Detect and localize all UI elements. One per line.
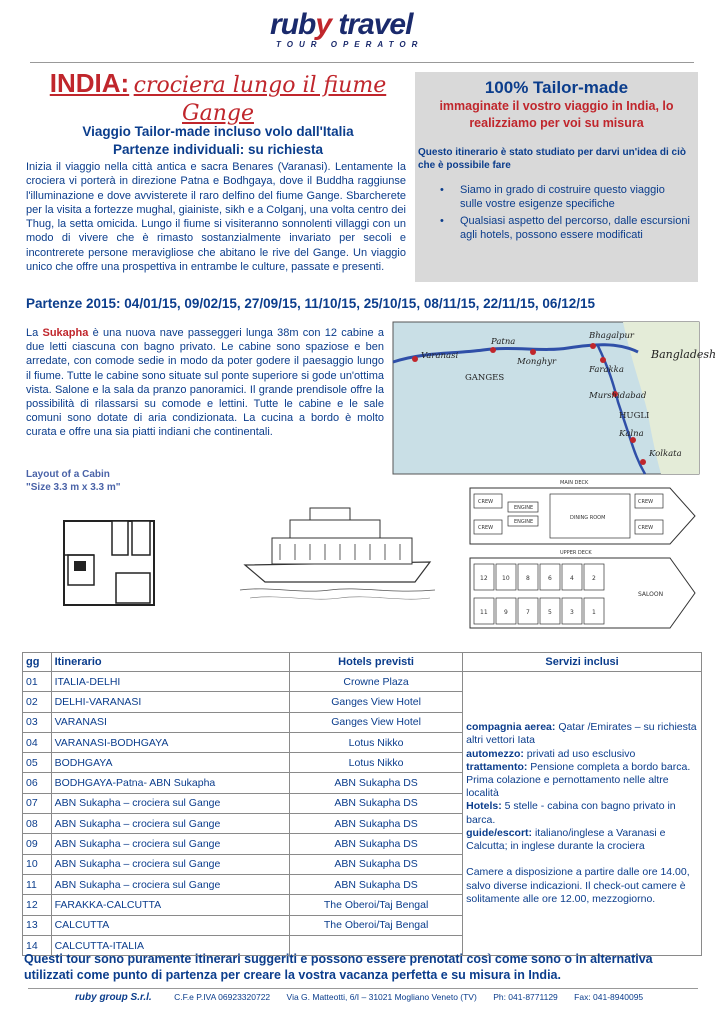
deck-cabin-number: 8 (526, 575, 530, 582)
deck-plan (460, 478, 700, 648)
ship-sketch (240, 490, 435, 615)
row-route: DELHI-VARANASI (51, 692, 289, 712)
row-route: BODHGAYA (51, 753, 289, 773)
row-hotel: ABN Sukapha DS (290, 793, 463, 813)
subtitle-departures: Partenze individuali: su richiesta (112, 142, 324, 157)
cabin-layout-drawing (60, 515, 160, 610)
deck-cabin-number: 6 (548, 575, 552, 582)
deck-label-crew: CREW (478, 499, 494, 505)
tailor-made-list (440, 184, 690, 246)
map-label-bhagalpur: Bhagalpur (589, 331, 634, 341)
services-cell (463, 672, 702, 956)
cabin-label-size: "Size 3.3 m x 3.3 m" (26, 482, 121, 493)
service-guide-text: italiano/inglese a Varanasi e Calcutta; in inglese durante la crociera (466, 826, 666, 852)
row-day: 04 (23, 732, 52, 752)
row-day: 01 (23, 672, 52, 692)
row-day: 03 (23, 712, 52, 732)
map-label-kalna: Kalna (619, 429, 644, 439)
boat-description (26, 326, 384, 440)
logo-tagline: TOUR OPERATOR (276, 40, 424, 49)
service-board-text: Pensione completa a bordo barca. Prima colazione e pernottamento nelle altre località (466, 760, 691, 800)
cabin-layout-label (26, 468, 121, 494)
row-hotel: ABN Sukapha DS (290, 874, 463, 894)
row-hotel: ABN Sukapha DS (290, 814, 463, 834)
row-day: 07 (23, 793, 52, 813)
row-hotel: ABN Sukapha DS (290, 854, 463, 874)
service-air-text: Qatar /Emirates – su richiesta altri vettori Iata (466, 721, 697, 747)
row-hotel: Crowne Plaza (290, 672, 463, 692)
map-city-marker (412, 356, 418, 362)
departures-line: Partenze 2015: 04/01/15, 09/02/15, 27/09/15, 11/10/15, 25/10/15, 08/11/15, 22/11/15, 06/12/15 (26, 296, 595, 311)
deck-cabin-number: 10 (502, 575, 510, 582)
deck-cabin-number: 5 (548, 609, 552, 616)
map-label-monghyr: Monghyr (517, 357, 557, 367)
footer-phone: Ph: 041-8771129 (493, 992, 558, 1002)
deck-label-crew: CREW (638, 499, 654, 505)
list-item: • Qualsiasi aspetto del percorso, dalle escursioni agli hotels, possono essere modificati (440, 215, 690, 242)
map-label-patna: Patna (491, 337, 516, 347)
row-route: ABN Sukapha – crociera sul Gange (51, 793, 289, 813)
itinerary-table (22, 652, 702, 956)
ganges-route-map (393, 322, 717, 474)
footer-divider (28, 988, 698, 989)
map-label-farakka: Farakka (589, 365, 624, 375)
row-day: 02 (23, 692, 52, 712)
header-itinerary: Itinerario (51, 653, 289, 672)
footer-vat: C.F.e P.IVA 06923320722 (174, 992, 271, 1002)
title-text: crociera lungo il fiume Gange (133, 73, 387, 126)
row-day: 05 (23, 753, 52, 773)
map-city-marker (640, 459, 646, 465)
map-label-bangladesh: Bangladesh (651, 348, 717, 361)
deck-label-upper: UPPER DECK (560, 550, 592, 556)
deck-cabin-number: 12 (480, 575, 488, 582)
row-hotel: The Oberoi/Taj Bengal (290, 895, 463, 915)
footer-address: Via G. Matteotti, 6/I – 31021 Mogliano Veneto (TV) (286, 992, 477, 1002)
row-day: 08 (23, 814, 52, 834)
row-day: 13 (23, 915, 52, 935)
row-route: VARANASI-BODHGAYA (51, 732, 289, 752)
map-label-kolkata: Kolkata (649, 449, 682, 459)
map-label-hugli: HUGLI (619, 411, 650, 421)
subtitle-flight: Viaggio Tailor-made incluso volo dall'Italia (82, 124, 354, 139)
deck-cabin-number: 11 (480, 609, 488, 616)
service-car-label: automezzo: (466, 747, 524, 760)
service-hotel-label: Hotels: (466, 800, 502, 813)
deck-label-crew: CREW (478, 525, 494, 531)
row-day: 11 (23, 874, 52, 894)
row-hotel: ABN Sukapha DS (290, 834, 463, 854)
row-route: ITALIA-DELHI (51, 672, 289, 692)
footer-company: ruby group S.r.l. (75, 992, 152, 1003)
row-hotel: ABN Sukapha DS (290, 773, 463, 793)
bottom-note: Questi tour sono puramente itinerari suggeriti e possono essere prenotati così come sono o in alternativa utilizzati come punto di partenza per creare la vostra vacanza perfetta e su misura in India. (24, 952, 653, 982)
header-hotels: Hotels previsti (290, 653, 463, 672)
boat-text: è una nuova nave passeggeri lunga 38m con 12 cabine a due letti ciascuna con bagno privato. Le cabine sono spaziose e ben arredate, con comode sedie in modo da poter godere il paesaggio lungo il fiume. Tutte le cabine sono situate sul ponte superiore si gode un'ottima vista. Salone e la sala da pranzo panoramici. Il grande prendisole offre la possibilità di rilassarsi su comode e lettini. Tutte le cabine e le sale comuni sono dotate di aria condizionata. La cucina a bordo è molto curata e offre una sia piatti indiani che continentali. (26, 327, 384, 439)
deck-cabin-number: 9 (504, 609, 508, 616)
footer-fax: Fax: 041-8940095 (574, 992, 644, 1002)
company-logo (270, 10, 460, 58)
deck-cabin-number: 7 (526, 609, 530, 616)
service-air-label: compagnia aerea: (466, 721, 556, 734)
map-city-marker (530, 349, 536, 355)
deck-label-saloon: SALOON (638, 591, 664, 598)
map-city-marker (490, 347, 496, 353)
map-city-marker (600, 357, 606, 363)
row-day: 06 (23, 773, 52, 793)
row-hotel: Ganges View Hotel (290, 712, 463, 732)
tailor-made-subtitle: immaginate il vostro viaggio in India, lo realizziamo per voi su misura (439, 99, 674, 130)
deck-cabin-number: 3 (570, 609, 574, 616)
row-day: 14 (23, 935, 52, 955)
header-divider (30, 62, 694, 63)
cabin-label-title: Layout of a Cabin (26, 469, 110, 480)
row-day: 09 (23, 834, 52, 854)
table-row (23, 672, 702, 692)
boat-name: Sukapha (42, 327, 89, 339)
row-route: VARANASI (51, 712, 289, 732)
page-title (28, 70, 408, 129)
map-label-ganges: GANGES (465, 373, 505, 383)
row-hotel: Ganges View Hotel (290, 692, 463, 712)
row-route: ABN Sukapha – crociera sul Gange (51, 834, 289, 854)
service-hotel-text: 5 stelle - cabina con bagno privato in barca. (466, 800, 676, 826)
row-route: BODHGAYA-Patna- ABN Sukapha (51, 773, 289, 793)
row-day: 10 (23, 854, 52, 874)
deck-cabin-number: 4 (570, 575, 574, 582)
header-day: gg (23, 653, 52, 672)
table-header-row (23, 653, 702, 672)
row-route: CALCUTTA-ITALIA (51, 935, 289, 955)
deck-cabin-number: 2 (592, 575, 596, 582)
service-car-text: privati ad uso esclusivo (526, 747, 636, 760)
tailor-made-note: Questo itinerario è stato studiato per darvi un'idea di ciò che è possibile fare (418, 147, 686, 171)
logo-accent-letter: y (315, 8, 332, 41)
row-route: ABN Sukapha – crociera sul Gange (51, 854, 289, 874)
map-city-marker (590, 343, 596, 349)
map-label-murshidabad: Murshidabad (589, 391, 647, 401)
row-route: ABN Sukapha – crociera sul Gange (51, 814, 289, 834)
deck-label-crew: CREW (638, 525, 654, 531)
service-guide-label: guide/escort: (466, 826, 533, 839)
row-day: 12 (23, 895, 52, 915)
row-hotel: Lotus Nikko (290, 732, 463, 752)
deck-cabin-number: 1 (592, 609, 596, 616)
row-route: ABN Sukapha – crociera sul Gange (51, 874, 289, 894)
footer (75, 992, 705, 1003)
boat-lead: La (26, 327, 39, 339)
row-hotel: The Oberoi/Taj Bengal (290, 915, 463, 935)
row-route: CALCUTTA (51, 915, 289, 935)
deck-label-main: MAIN DECK (560, 480, 589, 486)
tailor-made-title: 100% Tailor-made (484, 78, 629, 97)
deck-label-dining: DINING ROOM (570, 515, 606, 521)
list-item: • Siamo in grado di costruire questo viaggio sulle vostre esigenze specifiche (440, 184, 690, 211)
service-board-label: trattamento: (466, 760, 528, 773)
service-room-note: Camere a disposizione a partire dalle ore 14.00, salvo diverse indicazioni. Il check-out camere è solitamente alle ore 12.00, mezzogiorno. (466, 866, 690, 905)
deck-label-engine: ENGINE (514, 519, 534, 525)
deck-label-engine: ENGINE (514, 505, 534, 511)
logo-brand: ruby travel (270, 8, 413, 41)
row-route: FARAKKA-CALCUTTA (51, 895, 289, 915)
title-country: INDIA: (49, 68, 130, 98)
map-label-varanasi: Varanasi (421, 351, 459, 361)
header-services: Servizi inclusi (463, 653, 702, 672)
row-hotel: Lotus Nikko (290, 753, 463, 773)
intro-paragraph: Inizia il viaggio nella città antica e sacra Benares (Varanasi). Lentamente la crociera vi porterà in direzione Patna e Bodhgaya, dove il Buddha raggiunse l'illuminazione e dove avvisterete il raro delfino del fiume Gange. Sbarcherete per la visita a fortezze mughal, giainiste, sikh e a Colganj, una volta centro dei Thug, la setta omicida. Lungo il fiume si visiteranno sonnolenti villaggi con un modo di vivere che è rimasto sostanzialmente invariato per secoli e incontrerete persone meravigliose che abitano le rive del Gange. Un viaggio unico che offre una prospettiva in entrambe le culture, passate e presenti. (26, 161, 406, 274)
